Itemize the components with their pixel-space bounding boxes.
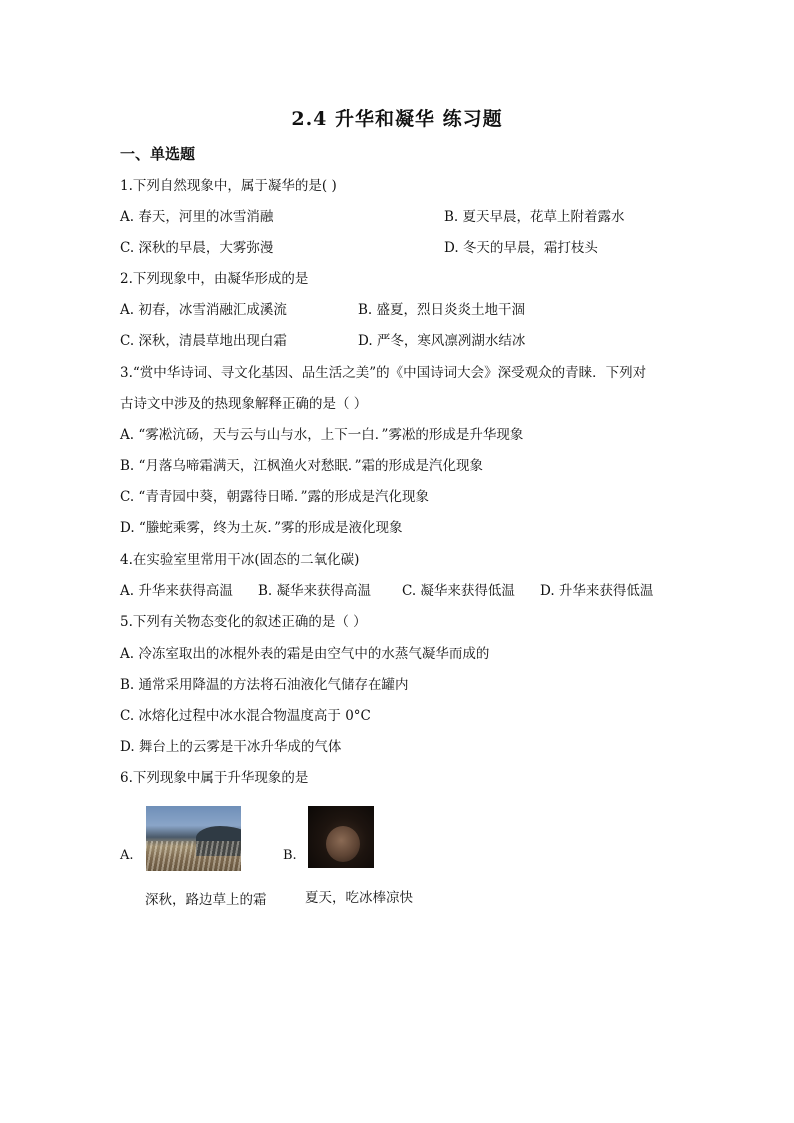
question-2-option-c: C. 深秋，清晨草地出现白霜 [120,333,287,349]
question-4-option-a: A. 升华来获得高温 [120,583,233,599]
question-4-option-c: C. 凝华来获得低温 [402,583,515,599]
question-5-option-c: C. 冰熔化过程中冰水混合物温度高于 0°C [120,708,371,724]
question-2-option-b: B. 盛夏，烈日炎炎土地干涸 [358,302,526,318]
question-5-option-b: B. 通常采用降温的方法将石油液化气储存在罐内 [120,677,409,693]
question-2-stem: 2.下列现象中，由凝华形成的是 [120,271,309,287]
question-3-stem-line-2: 古诗文中涉及的热现象解释正确的是（ ） [120,396,368,412]
question-3-option-c: C. “青青园中葵，朝露待日晞．”露的形成是汽化现象 [120,489,429,505]
question-5-stem: 5.下列有关物态变化的叙述正确的是（ ） [120,614,367,630]
question-3-stem-line-1: 3.“赏中华诗词、寻文化基因、品生活之美”的《中国诗词大会》深受观众的青睐．下列对 [120,365,647,381]
question-3-option-b: B. “月落乌啼霜满天，江枫渔火对愁眠．”霜的形成是汽化现象 [120,458,484,474]
question-3-option-a: A. “雾凇沆砀，天与云与山与水，上下一白．”雾凇的形成是升华现象 [120,427,524,443]
question-6-stem: 6.下列现象中属于升华现象的是 [120,770,309,786]
question-6-caption-b: 夏天，吃冰棒凉快 [305,890,413,906]
question-5-option-d: D. 舞台上的云雾是干冰升华成的气体 [120,739,342,755]
question-6-option-b-label: B. [283,848,297,863]
question-1-stem: 1.下列自然现象中，属于凝华的是( ) [120,178,337,194]
question-4-stem: 4.在实验室里常用干冰(固态的二氧化碳) [120,552,360,568]
page-title: 2.4 升华和凝华 练习题 [291,108,503,130]
section-title: 一、单选题 [120,145,196,163]
frost-grass-photo [146,806,241,871]
question-4-option-d: D. 升华来获得低温 [540,583,654,599]
question-2-option-a: A. 初春，冰雪消融汇成溪流 [120,302,287,318]
child-eating-popsicle-photo [308,806,374,868]
question-4-option-b: B. 凝华来获得高温 [258,583,372,599]
question-1-option-d: D. 冬天的早晨，霜打枝头 [444,240,598,256]
frosted-grass-shape [146,841,241,871]
question-1-option-b: B. 夏天早晨，花草上附着露水 [444,209,625,225]
question-3-option-d: D. “螣蛇乘雾，终为土灰．”雾的形成是液化现象 [120,520,403,536]
question-1-option-c: C. 深秋的早晨，大雾弥漫 [120,240,274,256]
question-5-option-a: A. 冷冻室取出的冰棍外表的霜是由空气中的水蒸气凝华而成的 [120,646,490,662]
child-face-shape [326,826,360,862]
question-6-caption-a: 深秋，路边草上的霜 [145,892,267,908]
question-1-option-a: A. 春天，河里的冰雪消融 [120,209,274,225]
question-2-option-d: D. 严冬，寒风凛冽湖水结冰 [358,333,526,349]
question-6-option-a-label: A. [120,848,134,863]
